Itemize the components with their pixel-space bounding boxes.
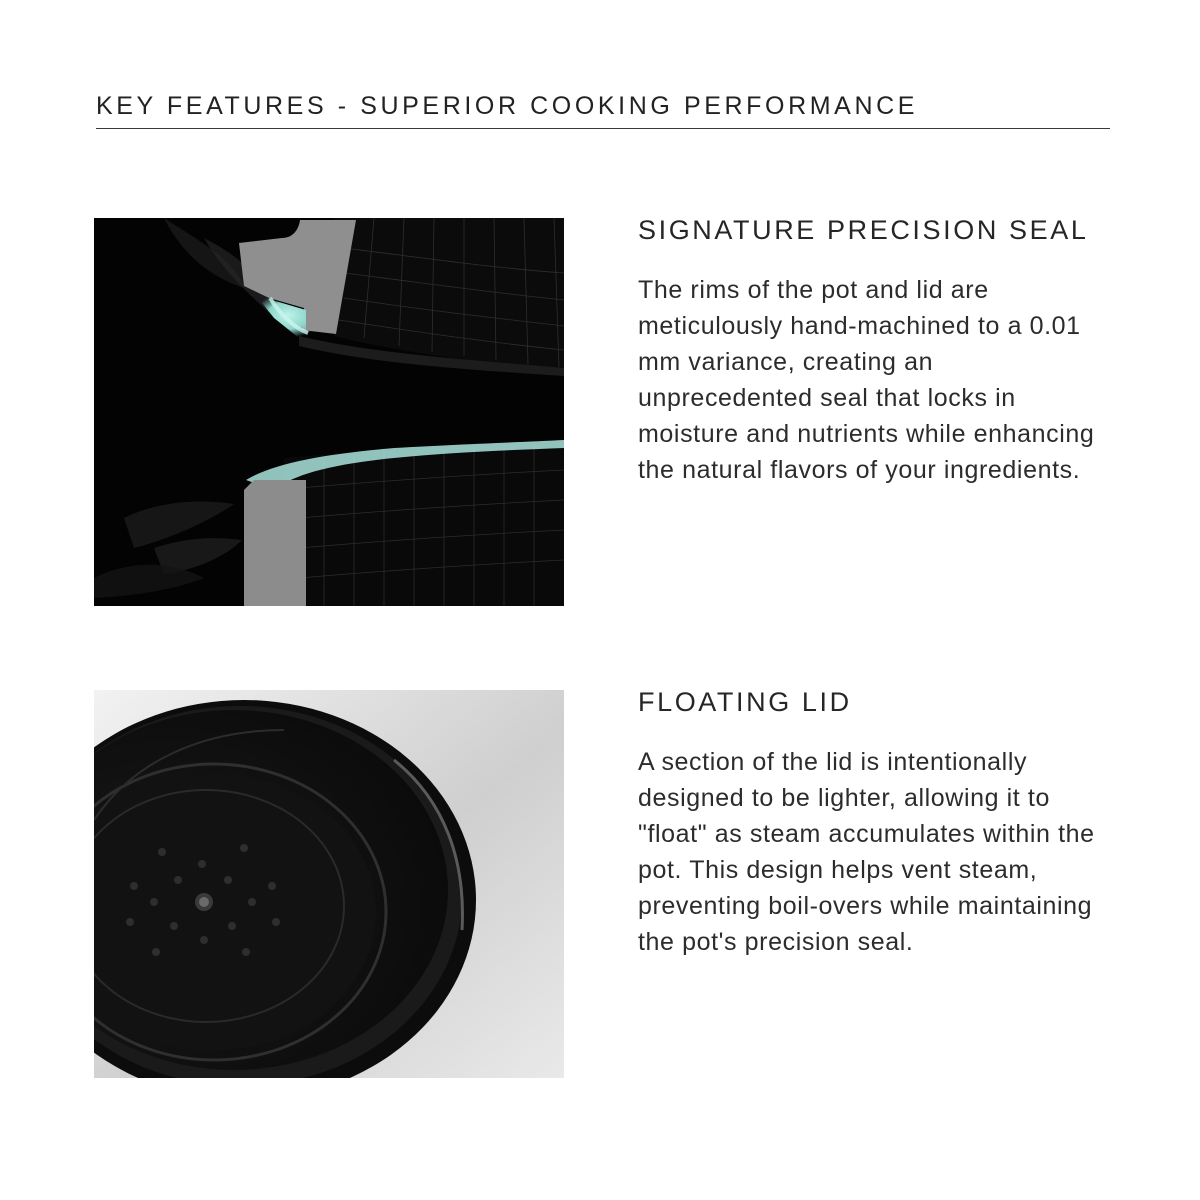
feature-title: SIGNATURE PRECISION SEAL — [638, 215, 1089, 245]
page-title: KEY FEATURES - SUPERIOR COOKING PERFORMANCE — [96, 92, 919, 120]
feature-precision-seal — [94, 215, 1110, 606]
feature-description: A section of the lid is intentionally designed to be lighter, allowing it to "float" as steam accumulates within the pot. This design helps vent steam, preventing boil-overs while maintaining the pot's precision seal. — [638, 748, 1095, 956]
feature-title: FLOATING LID — [638, 687, 852, 717]
floating-lid-image — [94, 690, 564, 1078]
feature-floating-lid — [94, 687, 1110, 1078]
page-header — [96, 88, 1110, 129]
feature-description: The rims of the pot and lid are meticulously hand-machined to a 0.01 mm variance, creating an unprecedented seal that locks in moisture and nutrients while enhancing the natural flavors of your ingredients. — [638, 276, 1095, 484]
precision-seal-image — [94, 218, 564, 606]
